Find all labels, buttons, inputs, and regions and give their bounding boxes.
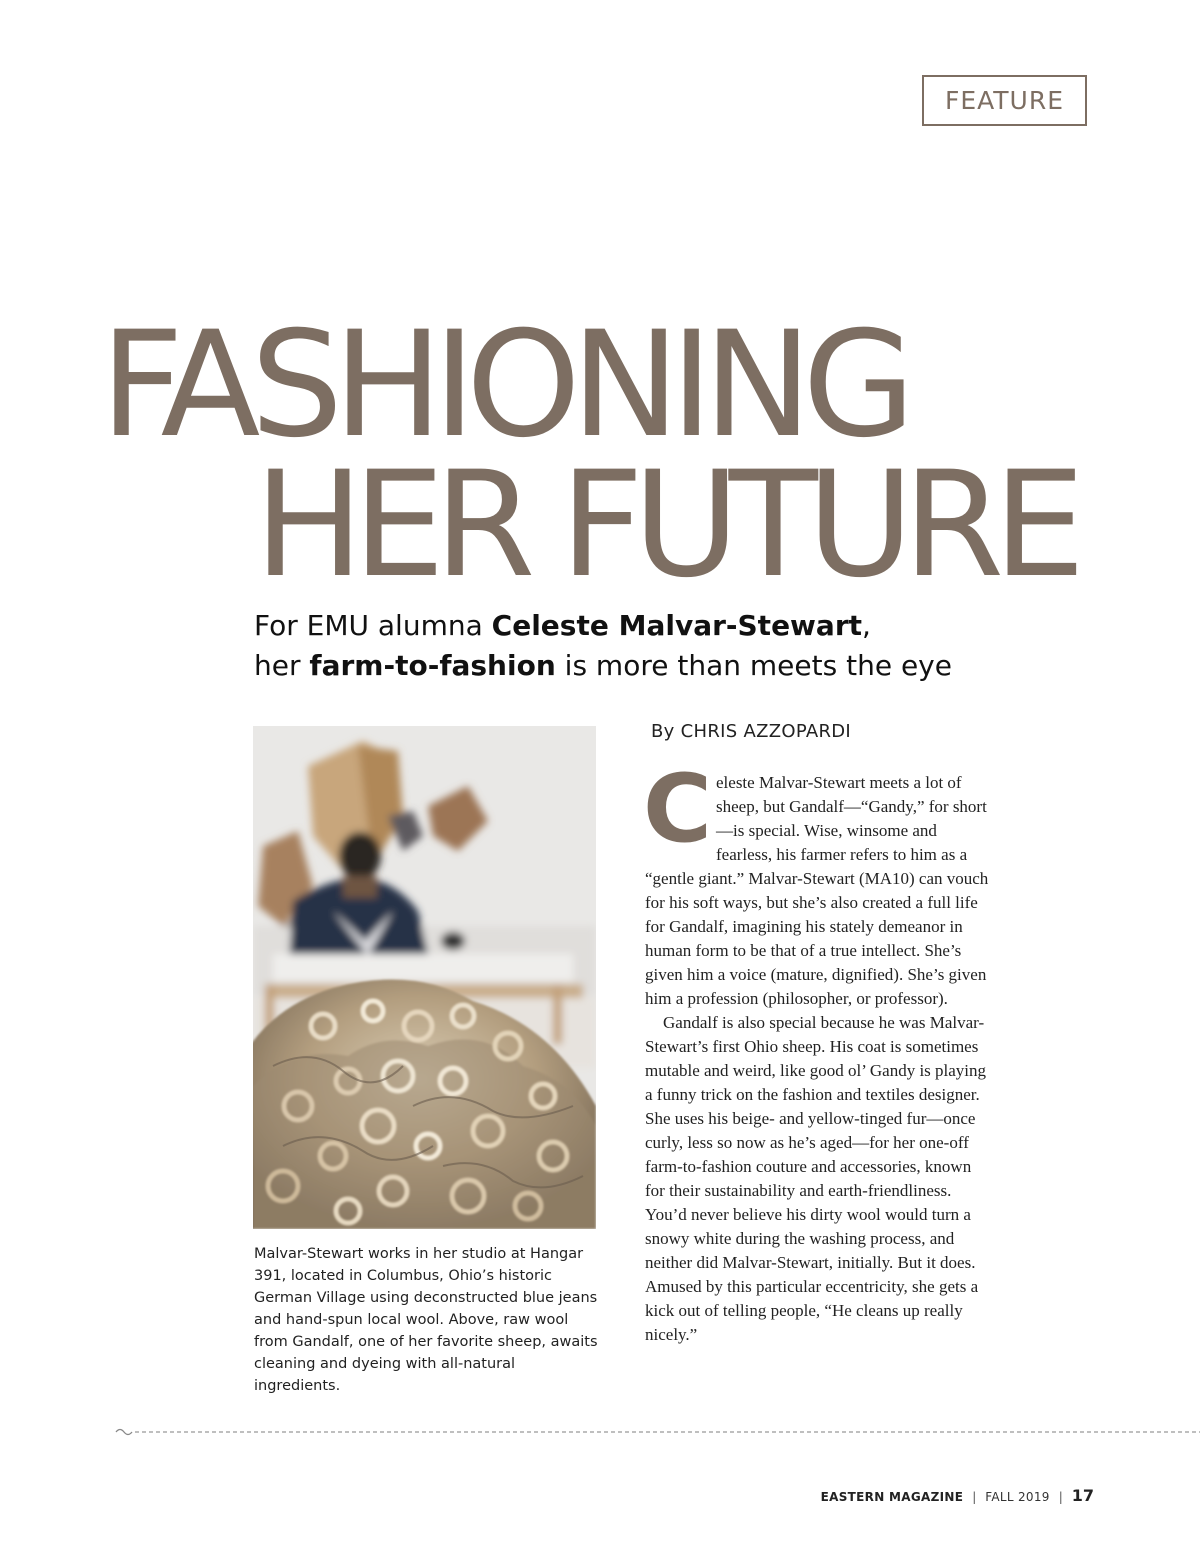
deck-bold: farm-to-fashion — [309, 649, 556, 682]
photo-caption: Malvar-Stewart works in her studio at Hangar 391, located in Columbus, Ohio’s historic German Village using deconstructed blue jeans and hand-spun local wool. Above, raw wool from Gandalf, one of her favorite sheep, awaits cleaning and dyeing with all-natural ingredients. — [254, 1246, 598, 1394]
deck-line-2 — [254, 646, 1054, 686]
deck-line-1 — [254, 606, 1054, 646]
dashed-divider — [115, 1425, 1200, 1439]
article-paragraph-2: Gandalf is also special because he was Malvar-Stewart’s first Ohio sheep. His coat is sometimes mutable and weird, like good ol’ Gandy is playing a funny trick on the fashion and textiles designer. She uses his beige- and yellow-tinged fur—once curly, less so now as he’s aged—for her one-off farm-to-fashion couture and accessories, known for their sustainability and earth-friendliness. You’d never believe his dirty wool would turn a snowy white during the washing process, and neither did Malvar-Stewart, initially. But it does. Amused by this particular eccentricity, she gets a kick out of telling people, “He cleans up really nicely.” — [645, 1013, 987, 1344]
article-paragraph-1 — [643, 755, 995, 1011]
footer-separator: | — [1058, 1490, 1063, 1504]
deck-name-bold: Celeste Malvar-Stewart — [491, 609, 863, 642]
photo-illustration — [253, 726, 596, 1229]
deck-text: , — [862, 609, 871, 642]
footer-separator: | — [972, 1490, 977, 1504]
page-number: 17 — [1071, 1486, 1094, 1505]
headline-line-1: FASHIONING — [100, 300, 906, 470]
article-body — [643, 755, 995, 1347]
deck-text: is more than meets the eye — [555, 649, 952, 682]
deck — [254, 606, 1054, 686]
byline: By CHRIS AZZOPARDI — [651, 721, 852, 742]
footer-issue: FALL 2019 — [985, 1490, 1050, 1504]
headline-line-2: HER FUTURE — [254, 440, 1075, 610]
footer-magazine-name: EASTERN MAGAZINE — [820, 1490, 964, 1504]
deck-text: her — [254, 649, 310, 682]
studio-wool-photo — [253, 726, 596, 1229]
section-tag: FEATURE — [922, 75, 1087, 126]
page-footer — [821, 1486, 1094, 1505]
paragraph-1-text: eleste Malvar-Stewart meets a lot of sheep, but Gandalf—“Gandy,” for short—is special. Wise, winsome and fearless, his farmer refers to him as a “gentle giant.” Malvar-Stewart (MA10) can vouch for his soft ways, but she’s also created a full life for Gandalf, imagining his stately demeanor in human form to be that of a true intellect. She’s given him a voice (mature, dignified). She’s given him a profession (philosopher, or professor). — [645, 773, 989, 1008]
deck-text: For EMU alumna — [254, 609, 492, 642]
drop-cap: C — [643, 755, 712, 864]
